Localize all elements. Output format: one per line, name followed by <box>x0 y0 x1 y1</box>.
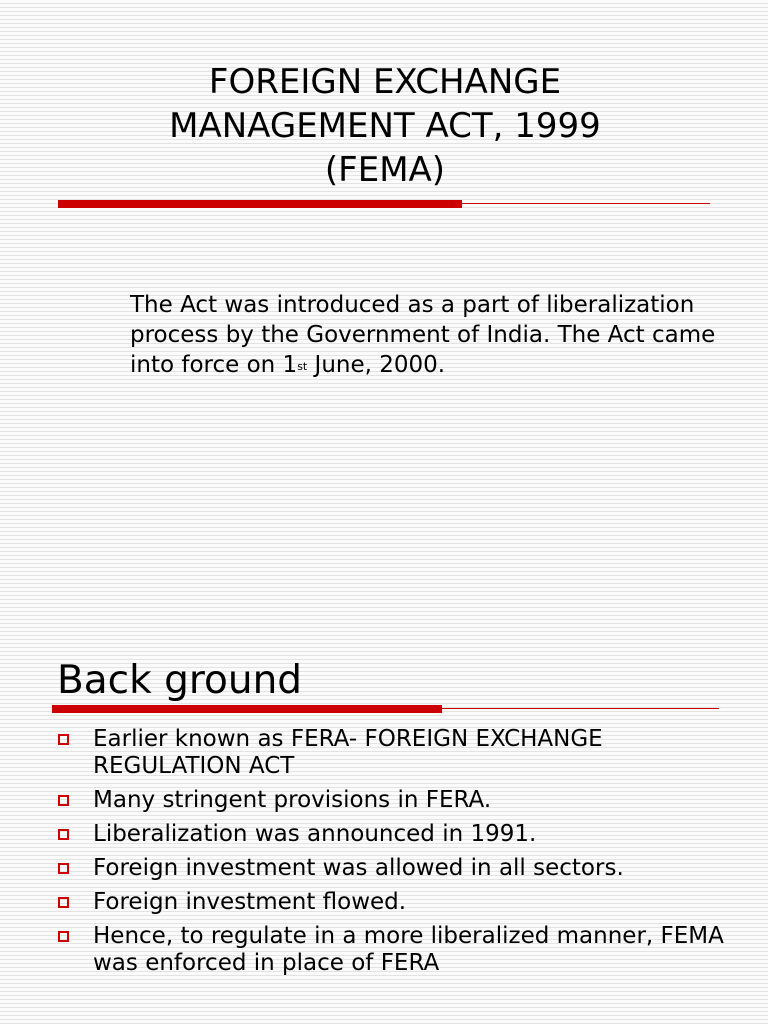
bullet-text: Foreign investment flowed. <box>93 889 407 915</box>
divider-thin-line <box>58 203 710 204</box>
hollow-square-bullet-icon <box>58 829 69 840</box>
divider-thin-line <box>52 708 719 709</box>
section-heading: Back ground <box>57 658 303 703</box>
list-item <box>57 855 737 882</box>
bullet-text: Liberalization was announced in 1991. <box>93 821 537 847</box>
list-item <box>57 923 737 977</box>
intro-text: The Act was introduced as a part of liberalization process by the Government of India. The Act came into force on 1 <box>130 292 716 378</box>
intro-paragraph <box>130 290 720 380</box>
title-line: FOREIGN EXCHANGE <box>208 62 562 102</box>
intro-text-end: June, 2000. <box>307 352 446 378</box>
list-item <box>57 787 737 814</box>
list-item <box>57 726 737 780</box>
slide-title <box>60 60 710 192</box>
bullet-text: Many stringent provisions in FERA. <box>93 787 492 813</box>
list-item <box>57 821 737 848</box>
hollow-square-bullet-icon <box>58 931 69 942</box>
bullet-text: Foreign investment was allowed in all sectors. <box>93 855 624 881</box>
bullet-text: Hence, to regulate in a more liberalized manner, FEMA was enforced in place of FERA <box>93 923 724 976</box>
title-line: MANAGEMENT ACT, 1999 <box>169 106 601 146</box>
hollow-square-bullet-icon <box>58 863 69 874</box>
bullet-list <box>57 726 737 984</box>
hollow-square-bullet-icon <box>58 795 69 806</box>
hollow-square-bullet-icon <box>58 734 69 745</box>
divider-thick-segment <box>58 200 462 208</box>
heading-divider <box>52 708 719 710</box>
slide-background <box>0 512 768 1024</box>
title-divider <box>58 203 710 205</box>
list-item <box>57 889 737 916</box>
ordinal-suffix: st <box>297 360 308 373</box>
divider-thick-segment <box>52 705 442 713</box>
hollow-square-bullet-icon <box>58 897 69 908</box>
title-line: (FEMA) <box>324 150 446 190</box>
bullet-text: Earlier known as FERA- FOREIGN EXCHANGE REGULATION ACT <box>93 726 603 779</box>
